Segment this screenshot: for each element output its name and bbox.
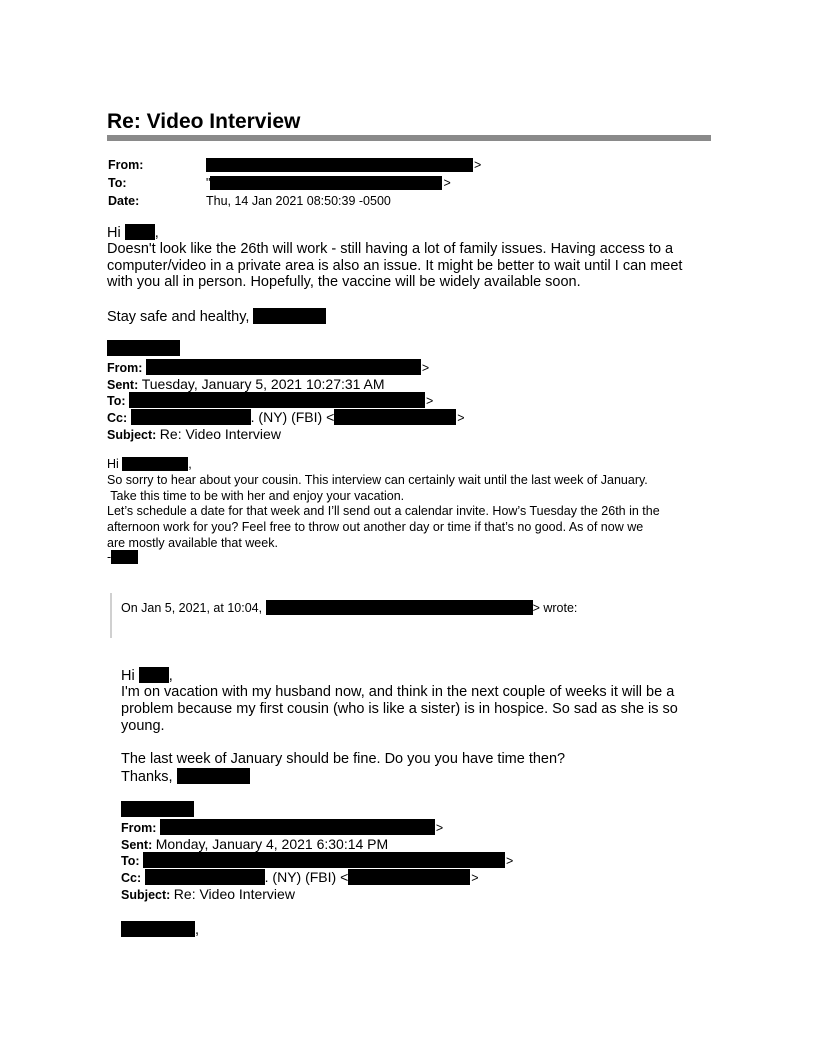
date-value: Thu, 14 Jan 2021 08:50:39 -0500 [206,194,391,208]
redaction [145,869,265,885]
body-line: problem because my first cousin (who is like a sister) is in hospice. So sad as she is so [121,701,678,717]
to-value: " > [206,176,451,190]
signature [107,340,180,357]
redaction [129,392,425,408]
redaction [143,852,505,868]
fwd-to: To: > [107,394,434,408]
body-line: Take this time to be with her and enjoy your vacation. [107,489,405,503]
body-line: I'm on vacation with my husband now, and think in the next couple of weeks it will be a [121,684,675,700]
fwd-to: To: > [121,854,514,868]
redaction [266,600,533,615]
redaction [334,409,456,425]
date-label: Date: [108,194,140,208]
to-label: To: [108,176,127,190]
title-rule [107,135,711,141]
body-line: computer/video in a private area is also an issue. It might be better to wait until I can meet [107,258,683,274]
signoff: Stay safe and healthy, [107,308,326,325]
redaction [253,308,326,324]
fwd-from: From: > [121,821,444,835]
greeting: Hi , [107,457,192,471]
fwd-cc: Cc: . (NY) (FBI) < > [121,869,479,885]
body-line: The last week of January should be fine. Do you you have time then? [121,751,566,767]
greeting: , [121,921,199,938]
greeting: Hi , [107,225,159,241]
fwd-from: From: > [107,361,430,375]
greeting: Hi , [121,668,173,684]
redaction [146,359,421,375]
body-line: Let’s schedule a date for that week and I’ll send out a calendar invite. How’s Tuesday the 26th in the [107,504,660,518]
redaction [160,819,435,835]
redaction [131,409,251,425]
redaction [348,869,470,885]
body-line: Doesn't look like the 26th will work - still having a lot of family issues. Having access to a [107,241,674,257]
redaction [111,550,138,564]
sender-initial: - [107,550,138,564]
fwd-subject: Subject: Re: Video Interview [107,426,281,442]
fwd-cc: Cc: . (NY) (FBI) < > [107,409,465,425]
body-line: are mostly available that week. [107,536,278,550]
body-line: afternoon work for you? Feel free to throw out another day or time if that’s no good. As of now we [107,520,644,534]
thanks: Thanks, [121,768,250,785]
redaction [125,224,155,240]
redaction [210,176,442,190]
signature [121,801,194,818]
from-label: From: [108,158,144,172]
body-line: So sorry to hear about your cousin. This interview can certainly wait until the last week of January. [107,473,648,487]
redaction [121,921,195,937]
redaction [121,801,194,817]
fwd-sent: Sent: Monday, January 4, 2021 6:30:14 PM [121,836,389,852]
redaction [139,667,169,683]
quote-attribution: On Jan 5, 2021, at 10:04, > wrote: [121,601,578,615]
fwd-subject: Subject: Re: Video Interview [121,886,295,902]
redaction [206,158,473,172]
body-line: young. [121,718,165,734]
redaction [107,340,180,356]
redaction [177,768,250,784]
body-line: with you all in person. Hopefully, the vaccine will be widely available soon. [107,274,581,290]
fwd-sent: Sent: Tuesday, January 5, 2021 10:27:31 AM [107,376,385,392]
page-title: Re: Video Interview [107,110,301,133]
from-value: > [206,158,481,172]
redaction [122,457,188,471]
quote-bar [110,593,112,638]
